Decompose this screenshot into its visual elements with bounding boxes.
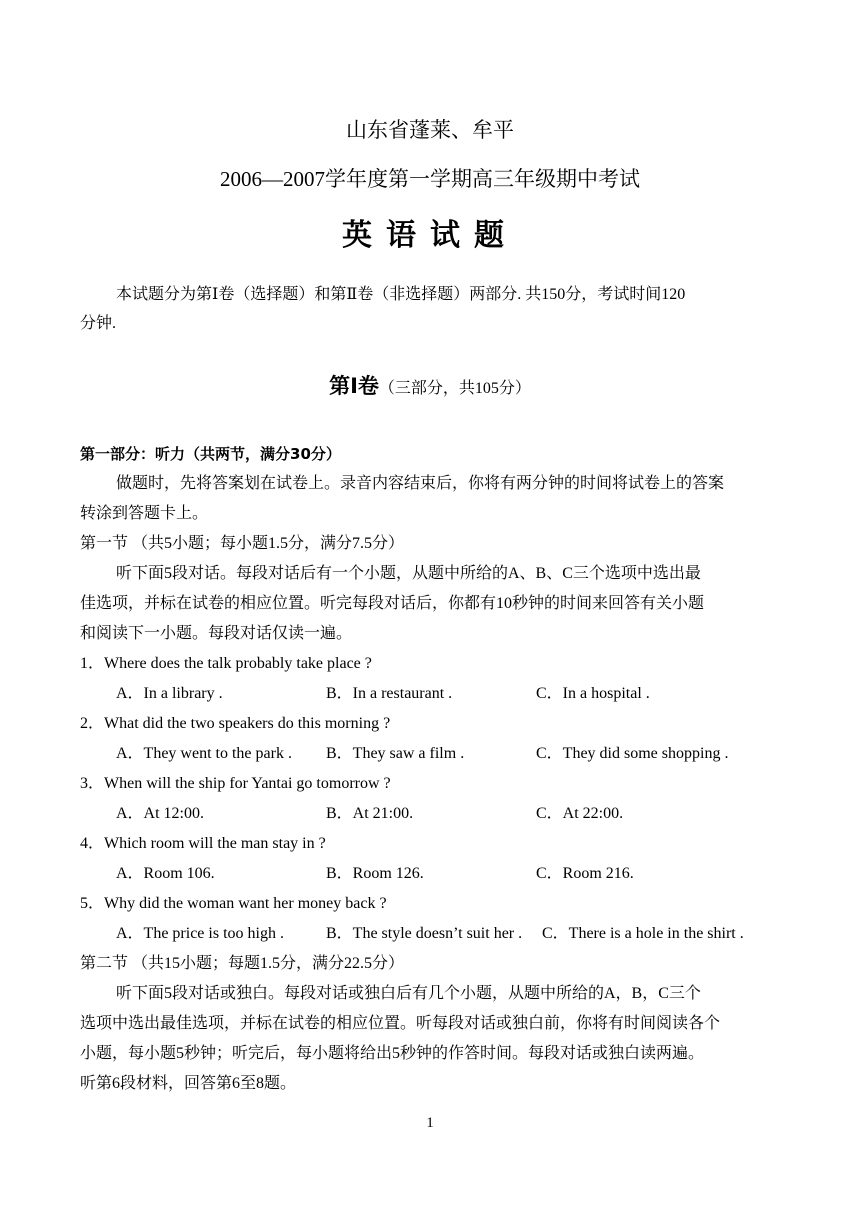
page-number: 1 [426, 1115, 434, 1131]
section2-instr-1: 听下面5段对话或独白。每段对话或独白后有几个小题，从题中所给的A，B，C三个 [116, 985, 701, 1002]
q5-option-b: B．The style doesn’t suit her . [326, 925, 523, 942]
question-2: 2．What did the two speakers do this morning ? [80, 715, 391, 732]
volume-title-sub: （三部分，共105分） [378, 380, 531, 397]
intro-line-1: 本试题分为第Ⅰ卷（选择题）和第Ⅱ卷（非选择题）两部分. 共150分，考试时间120 [116, 286, 686, 303]
question-3: 3．When will the ship for Yantai go tomorrow ? [80, 775, 391, 792]
section1-instr-3: 和阅读下一小题。每段对话仅读一遍。 [80, 625, 353, 642]
q1-option-a: A．In a library . [116, 685, 223, 702]
question-4: 4．Which room will the man stay in ? [80, 835, 326, 852]
q5-option-c: C．There is a hole in the shirt . [542, 925, 744, 942]
volume-title-main: 第Ⅰ卷 [329, 374, 379, 398]
q2-option-b: B．They saw a film . [326, 745, 465, 762]
q4-option-b: B．Room 126. [326, 865, 424, 882]
section2-instr-4: 听第6段材料，回答第6至8题。 [80, 1075, 297, 1092]
header-region: 山东省蓬莱、牟平 [346, 118, 514, 142]
question-1: 1．Where does the talk probably take place ? [80, 655, 372, 672]
section1-instr-2: 佳选项，并标在试卷的相应位置。听完每段对话后，你都有10秒钟的时间来回答有关小题 [80, 595, 705, 612]
volume-title [0, 370, 860, 400]
q4-option-c: C．Room 216. [536, 865, 634, 882]
q3-option-c: C．At 22:00. [536, 805, 624, 822]
section2-instr-2: 选项中选出最佳选项，并标在试卷的相应位置。听每段对话或独白前，你将有时间阅读各个 [80, 1015, 721, 1032]
q5-option-a: A．The price is too high . [116, 925, 284, 942]
q3-option-a: A．At 12:00. [116, 805, 205, 822]
q1-option-c: C．In a hospital . [536, 685, 650, 702]
header-subject: 英语试题 [342, 218, 518, 253]
q3-option-b: B．At 21:00. [326, 805, 414, 822]
part1-heading: 第一部分：听力（共两节，满分30分） [80, 445, 341, 463]
part1-instr-1: 做题时，先将答案划在试卷上。录音内容结束后，你将有两分钟的时间将试卷上的答案 [116, 475, 725, 492]
section2-heading: 第二节 （共15小题；每题1.5分，满分22.5分） [80, 955, 405, 972]
section1-instr-1: 听下面5段对话。每段对话后有一个小题，从题中所给的A、B、C三个选项中选出最 [116, 565, 701, 582]
intro-line-2: 分钟. [80, 315, 117, 332]
section2-instr-3: 小题，每小题5秒钟；听完后，每小题将给出5秒钟的作答时间。每段对话或独白读两遍。 [80, 1045, 705, 1062]
q4-option-a: A．Room 106. [116, 865, 215, 882]
q2-option-c: C．They did some shopping . [536, 745, 729, 762]
section1-heading: 第一节 （共5小题；每小题1.5分，满分7.5分） [80, 535, 405, 552]
question-5: 5．Why did the woman want her money back ? [80, 895, 387, 912]
q2-option-a: A．They went to the park . [116, 745, 292, 762]
q1-option-b: B．In a restaurant . [326, 685, 453, 702]
part1-instr-2: 转涂到答题卡上。 [80, 505, 209, 522]
header-exam-title: 2006—2007学年度第一学期高三年级期中考试 [220, 167, 640, 191]
